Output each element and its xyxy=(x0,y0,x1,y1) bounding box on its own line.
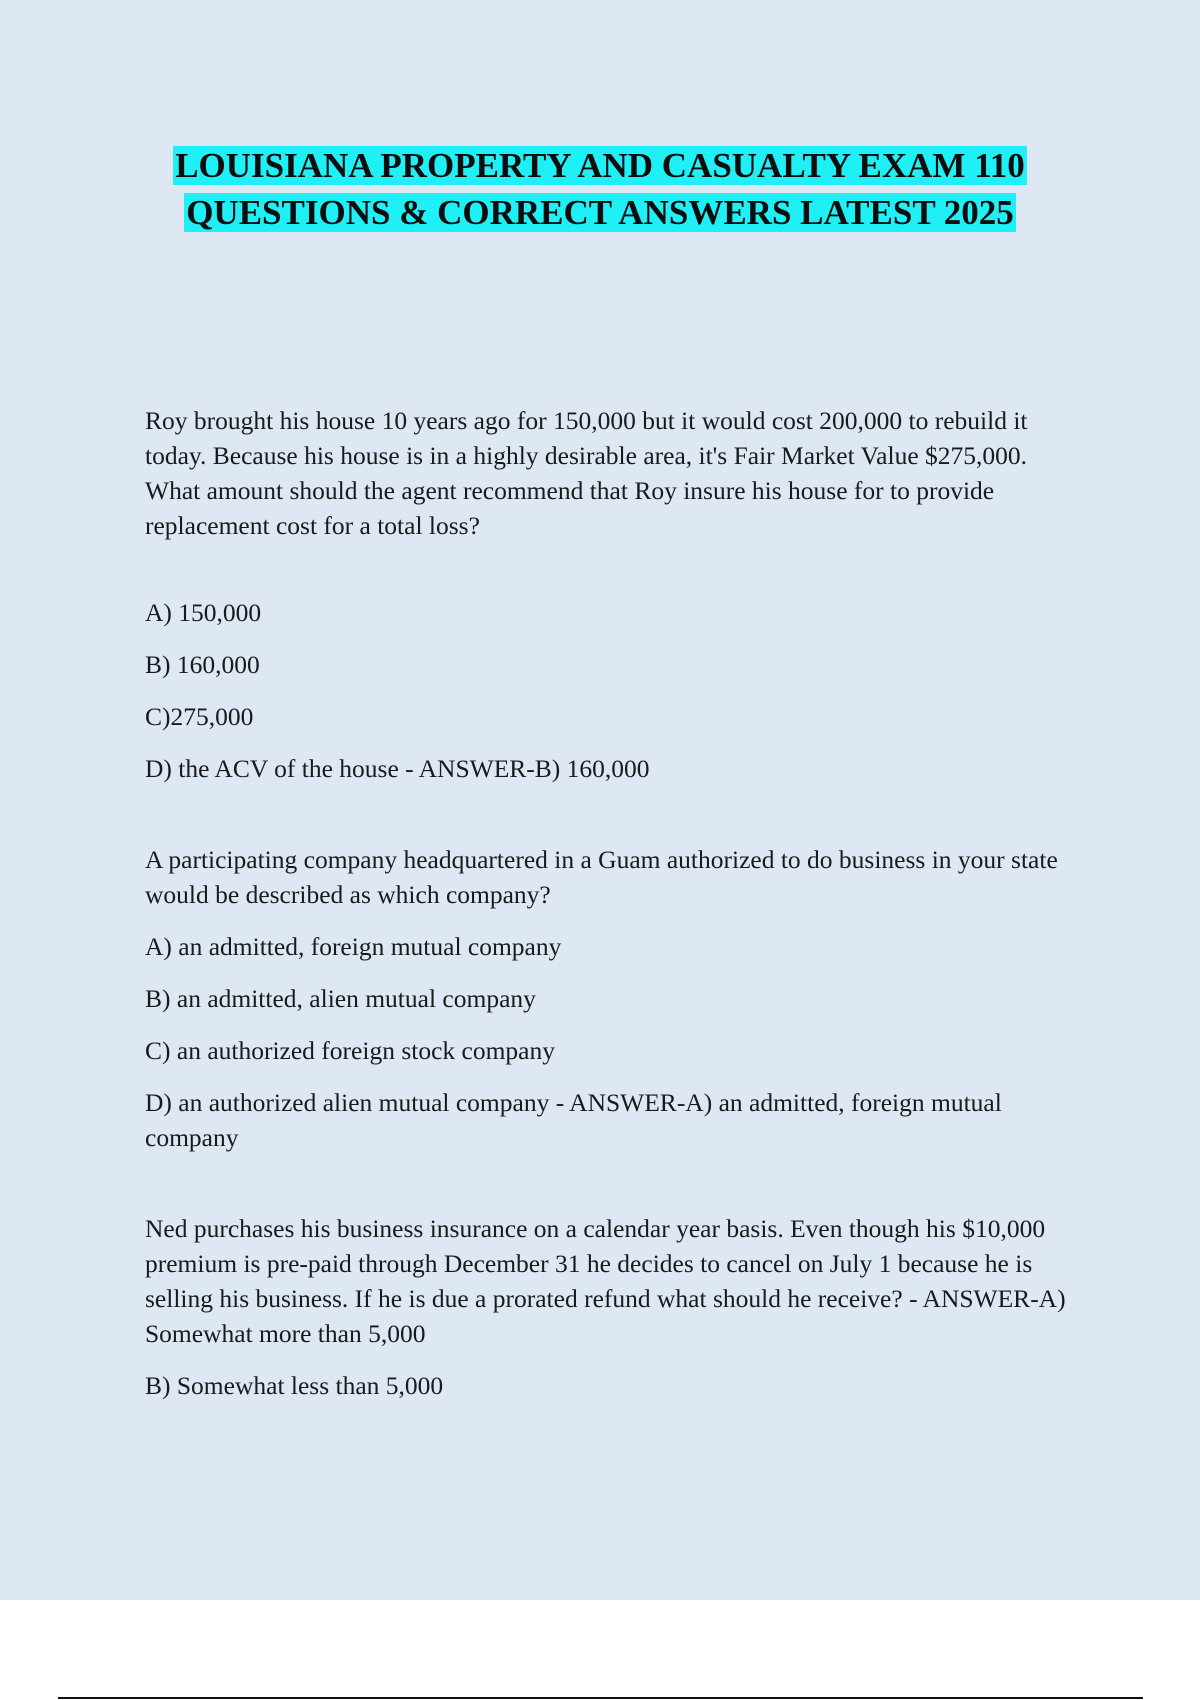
question-2-option-c: C) an authorized foreign stock company xyxy=(145,1036,555,1065)
title-line-1: LOUISIANA PROPERTY AND CASUALTY EXAM 110 xyxy=(175,146,1025,185)
question-3-option-b: B) Somewhat less than 5,000 xyxy=(145,1371,444,1400)
question-2-option-b: B) an admitted, alien mutual company xyxy=(145,984,536,1013)
question-2-text: A participating company headquartered in a Guam authorized to do business in your state would be described as which company? xyxy=(145,845,1058,909)
question-1-option-c: C)275,000 xyxy=(145,702,254,731)
question-1-option-b: B) 160,000 xyxy=(145,650,260,679)
title-line-2: QUESTIONS & CORRECT ANSWERS LATEST 2025 xyxy=(186,193,1014,232)
question-list xyxy=(145,403,1075,1403)
document-title xyxy=(0,142,1200,236)
question-2-option-d-answer: D) an authorized alien mutual company - ANSWER-A) an admitted, foreign mutual company xyxy=(145,1088,1002,1152)
question-3-text: Ned purchases his business insurance on a calendar year basis. Even though his $10,000 premium is pre-paid through December 31 he decides to cancel on July 1 because he is selling his business. If he is due a prorated refund what should he receive? - ANSWER-A) Somewhat more than 5,000 xyxy=(145,1214,1066,1348)
question-1-option-a: A) 150,000 xyxy=(145,598,262,627)
question-2-option-a: A) an admitted, foreign mutual company xyxy=(145,932,562,961)
question-1-option-d-answer: D) the ACV of the house - ANSWER-B) 160,000 xyxy=(145,754,650,783)
question-1-text: Roy brought his house 10 years ago for 150,000 but it would cost 200,000 to rebuild it today. Because his house is in a highly desirable area, it's Fair Market Value $275,000. What amount should the agent recommend that Roy insure his house for to provide replacement cost for a total loss? xyxy=(145,406,1028,540)
footer-divider xyxy=(58,1697,1143,1699)
